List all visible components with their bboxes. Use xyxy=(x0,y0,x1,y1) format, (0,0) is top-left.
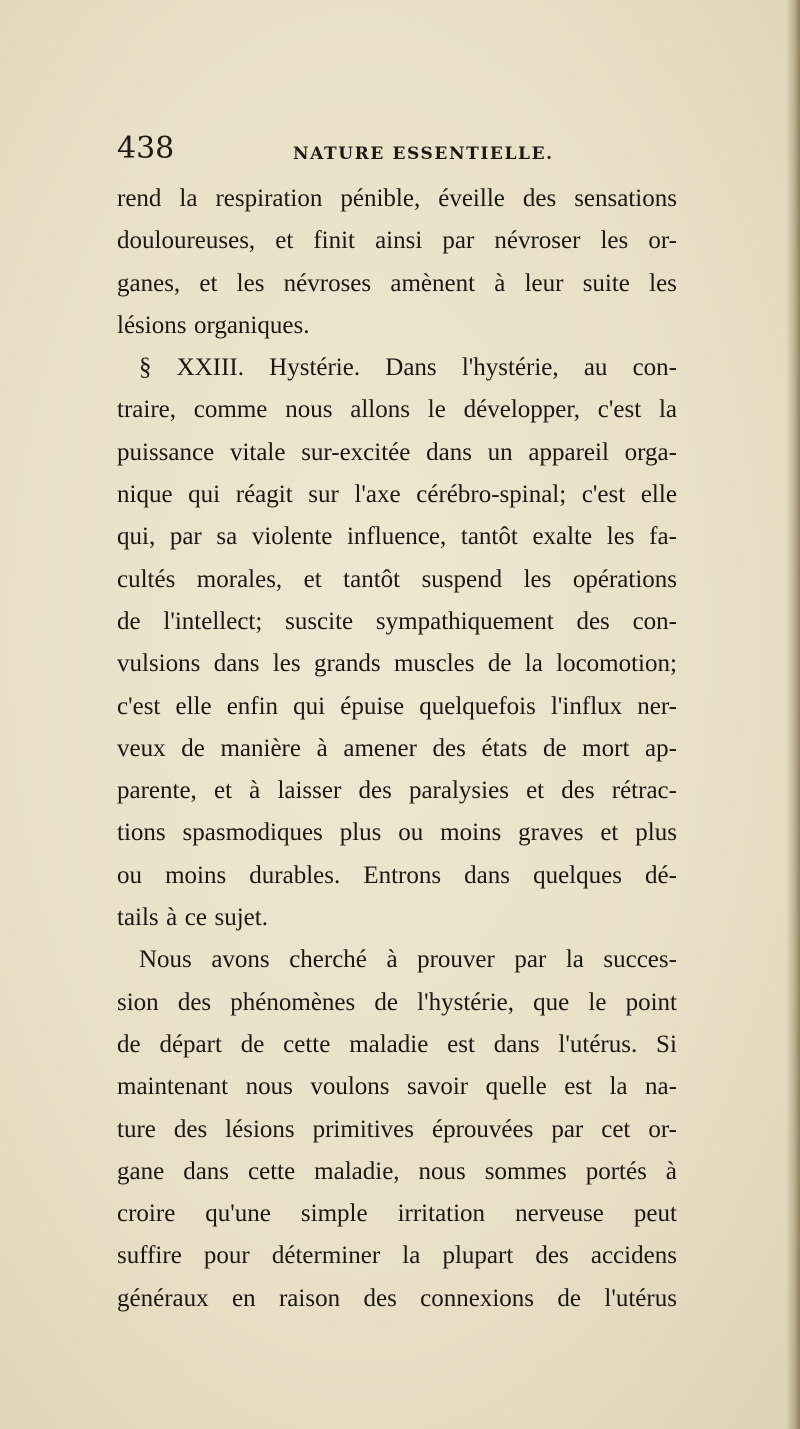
word: orga- xyxy=(624,438,677,466)
word: de xyxy=(240,1030,265,1058)
word: allons xyxy=(350,396,410,424)
word: sympathiquement xyxy=(375,607,554,635)
word: sur xyxy=(308,481,339,509)
word: épuise xyxy=(340,692,405,720)
word: quelquefois xyxy=(419,692,536,720)
word: qui xyxy=(188,481,221,509)
word: et xyxy=(526,777,545,805)
word: vitale xyxy=(229,438,286,466)
text-line xyxy=(117,643,677,685)
word: de xyxy=(557,1284,582,1312)
word: les xyxy=(606,523,635,551)
word: des xyxy=(522,185,557,212)
word: en xyxy=(232,1284,256,1312)
text-line xyxy=(117,939,677,981)
word: Nous xyxy=(139,946,192,974)
word: la xyxy=(402,1242,421,1270)
word: dans xyxy=(213,650,260,678)
word: nous xyxy=(418,1157,466,1185)
word: des xyxy=(535,1242,569,1270)
word: ou xyxy=(117,861,142,889)
word: sujet. xyxy=(214,904,268,932)
word: prouver xyxy=(417,946,495,974)
word: durables. xyxy=(249,861,341,889)
text-line xyxy=(117,263,677,305)
word: suite xyxy=(582,269,630,297)
word: manière xyxy=(220,734,301,762)
word: lésions xyxy=(225,1115,295,1143)
word: grands xyxy=(313,650,381,678)
word: veux xyxy=(117,734,166,762)
word: vulsions xyxy=(117,650,201,678)
word: par xyxy=(169,523,202,551)
word: la xyxy=(524,650,543,678)
word: de xyxy=(487,650,512,678)
word: la xyxy=(565,946,584,974)
word: irritation xyxy=(397,1200,486,1228)
word: névroser xyxy=(494,227,581,255)
word: lésions xyxy=(117,311,187,339)
word: gane xyxy=(117,1157,165,1185)
word: l'hystérie, xyxy=(417,988,514,1016)
word: quelques xyxy=(533,861,622,889)
word: suscite xyxy=(285,607,354,635)
word: opérations xyxy=(572,565,677,593)
word: sa xyxy=(216,523,238,551)
word: des xyxy=(363,1284,397,1312)
word: Entrons xyxy=(363,861,442,889)
word: dé- xyxy=(645,861,677,889)
word: mort xyxy=(582,734,630,762)
word: dans xyxy=(493,1030,540,1058)
word: la xyxy=(609,1073,628,1101)
word: croire xyxy=(117,1200,176,1228)
word: des xyxy=(358,777,392,805)
word: des xyxy=(173,1115,208,1143)
word: les xyxy=(600,227,629,255)
word: sion xyxy=(117,988,159,1016)
page-edge-shadow xyxy=(786,0,800,1429)
running-head xyxy=(117,133,677,173)
word: déterminer xyxy=(271,1242,381,1270)
body-text xyxy=(117,178,677,1320)
word: nerveuse xyxy=(515,1200,604,1228)
word: nous xyxy=(285,396,333,424)
word: ap- xyxy=(645,734,677,762)
word: par xyxy=(551,1115,584,1143)
word: elle xyxy=(640,481,677,509)
word: nous xyxy=(245,1073,293,1101)
word: simple xyxy=(300,1200,368,1228)
word: or- xyxy=(648,227,677,255)
word: la xyxy=(179,185,198,212)
word: est xyxy=(564,1073,592,1101)
word: point xyxy=(625,988,677,1016)
word: ner- xyxy=(637,692,677,720)
word: de xyxy=(117,607,141,635)
word: et xyxy=(275,227,294,255)
word: qui, xyxy=(117,523,156,551)
word: à xyxy=(316,734,328,762)
word: les xyxy=(272,650,301,678)
word: pénible, xyxy=(340,185,421,212)
text-line xyxy=(117,1151,677,1193)
text-line xyxy=(117,559,677,601)
word: laisser xyxy=(277,777,342,805)
word: Hystérie. xyxy=(269,354,361,382)
word: l'hystérie, xyxy=(461,354,559,382)
word: de xyxy=(374,988,399,1016)
word: c'est xyxy=(581,481,626,509)
word: et xyxy=(213,777,233,805)
word: cultés xyxy=(117,565,176,593)
page-number: 438 xyxy=(117,131,175,166)
word: maladie, xyxy=(314,1157,400,1185)
text-line xyxy=(117,686,677,728)
word: tantôt xyxy=(343,565,401,593)
word: leur xyxy=(524,269,564,297)
word: tails xyxy=(117,904,159,932)
word: sur-excitée xyxy=(301,438,411,466)
text-line xyxy=(117,220,677,262)
word: généraux xyxy=(117,1284,209,1312)
word: primitives xyxy=(312,1115,414,1143)
word: cérébro-spinal; xyxy=(416,481,567,509)
word: moins xyxy=(440,819,502,847)
word: influence, xyxy=(346,523,447,551)
word: tions xyxy=(117,819,166,847)
text-line xyxy=(117,1066,677,1108)
word: portés xyxy=(585,1157,647,1185)
word: par xyxy=(514,946,547,974)
word: enfin xyxy=(226,692,279,720)
text-line xyxy=(117,305,677,347)
word: la xyxy=(658,396,677,424)
word: elle xyxy=(175,692,212,720)
word: des xyxy=(576,607,610,635)
word: respiration xyxy=(215,185,323,212)
word: Si xyxy=(656,1030,677,1058)
word: paralysies xyxy=(408,777,509,805)
word: des xyxy=(177,988,212,1016)
text-line xyxy=(117,389,677,431)
word: plupart xyxy=(442,1242,514,1270)
word: XXIII. xyxy=(176,354,244,382)
word: et xyxy=(199,269,218,297)
word: les xyxy=(236,269,265,297)
word: § xyxy=(139,354,152,382)
text-line xyxy=(117,897,677,939)
text-line xyxy=(117,728,677,770)
word: amener xyxy=(343,734,417,762)
word: douloureuses, xyxy=(117,227,256,255)
word: rétrac- xyxy=(611,777,677,805)
word: rend xyxy=(117,185,162,212)
word: de xyxy=(542,734,567,762)
word: amènent xyxy=(390,269,476,297)
word: qu'une xyxy=(205,1200,271,1228)
word: peut xyxy=(633,1200,677,1228)
word: sommes xyxy=(484,1157,567,1185)
text-line xyxy=(117,1024,677,1066)
word: de xyxy=(181,734,205,762)
word: moins xyxy=(165,861,227,889)
word: succes- xyxy=(603,946,677,974)
word: de xyxy=(117,1030,141,1058)
word: appareil xyxy=(528,438,609,466)
word: des xyxy=(561,777,595,805)
word: Dans xyxy=(385,354,437,382)
word: éveille xyxy=(438,185,505,212)
word: con- xyxy=(632,607,677,635)
word: raison xyxy=(278,1284,341,1312)
word: à xyxy=(166,904,178,932)
word: dans xyxy=(464,861,510,889)
word: réagit xyxy=(235,481,293,509)
text-line xyxy=(117,347,677,389)
word: cet xyxy=(601,1115,631,1143)
text-line xyxy=(117,1278,677,1320)
word: à xyxy=(494,269,506,297)
word: connexions xyxy=(420,1284,535,1312)
word: violente xyxy=(251,523,333,551)
text-line xyxy=(117,1193,677,1235)
word: tantôt xyxy=(460,523,518,551)
text-line xyxy=(117,770,677,812)
text-line xyxy=(117,1109,677,1151)
word: est xyxy=(447,1030,475,1058)
word: et xyxy=(303,565,322,593)
word: cette xyxy=(283,1030,331,1058)
word: pour xyxy=(203,1242,250,1270)
word: voulons xyxy=(310,1073,390,1101)
word: et xyxy=(600,819,619,847)
word: les xyxy=(523,565,552,593)
word: ce xyxy=(184,904,207,932)
word: par xyxy=(442,227,475,255)
text-line xyxy=(117,812,677,854)
word: à xyxy=(386,946,398,974)
word: comme xyxy=(193,396,268,424)
word: développer, xyxy=(463,396,580,424)
word: à xyxy=(249,777,261,805)
word: ou xyxy=(398,819,424,847)
word: cherché xyxy=(289,946,367,974)
word: au xyxy=(583,354,608,382)
word: c'est xyxy=(117,692,161,720)
text-line xyxy=(117,474,677,516)
word: avons xyxy=(211,946,270,974)
word: morales, xyxy=(196,565,283,593)
word: con- xyxy=(632,354,677,382)
word: ture xyxy=(117,1115,156,1143)
word: suspend xyxy=(421,565,503,593)
word: le xyxy=(588,988,607,1016)
word: que xyxy=(533,988,570,1016)
word: des xyxy=(432,734,466,762)
word: l'utérus xyxy=(604,1284,677,1312)
text-line xyxy=(117,601,677,643)
word: c'est xyxy=(597,396,642,424)
word: sensations xyxy=(574,185,677,212)
word: dans xyxy=(183,1157,230,1185)
word: savoir xyxy=(407,1073,469,1101)
text-line xyxy=(117,178,677,220)
word: graves xyxy=(518,819,584,847)
word: départ xyxy=(159,1030,222,1058)
word: suffire xyxy=(117,1242,182,1270)
word: qui xyxy=(293,692,326,720)
word: exalte xyxy=(532,523,593,551)
word: l'influx xyxy=(550,692,623,720)
word: muscles xyxy=(393,650,475,678)
text-line xyxy=(117,982,677,1024)
word: névroses xyxy=(283,269,372,297)
word: les xyxy=(649,269,677,297)
word: parente, xyxy=(117,777,197,805)
word: un xyxy=(487,438,513,466)
word: organiques. xyxy=(193,311,310,339)
text-line xyxy=(117,516,677,558)
word: maintenant xyxy=(117,1073,229,1101)
word: ganes, xyxy=(117,269,181,297)
text-line xyxy=(117,1235,677,1277)
word: nique xyxy=(117,481,173,509)
word: na- xyxy=(645,1073,677,1101)
word: l'axe xyxy=(354,481,401,509)
word: l'intellect; xyxy=(163,607,263,635)
word: locomotion; xyxy=(556,650,677,678)
word: or- xyxy=(648,1115,677,1143)
text-line xyxy=(117,855,677,897)
word: états xyxy=(481,734,528,762)
word: finit xyxy=(313,227,356,255)
word: à xyxy=(665,1157,677,1185)
word: quelle xyxy=(485,1073,547,1101)
word: dans xyxy=(426,438,472,466)
word: éprouvées xyxy=(431,1115,534,1143)
word: puissance xyxy=(117,438,215,466)
word: cette xyxy=(248,1157,296,1185)
word: ainsi xyxy=(375,227,423,255)
running-title: NATURE ESSENTIELLE. xyxy=(293,144,554,164)
word: fa- xyxy=(649,523,677,551)
word: plus xyxy=(635,819,677,847)
word: phénomènes xyxy=(230,988,356,1016)
word: le xyxy=(427,396,446,424)
word: spasmodiques xyxy=(182,819,323,847)
word: maladie xyxy=(349,1030,429,1058)
word: traire, xyxy=(117,396,176,424)
text-line xyxy=(117,432,677,474)
word: l'utérus. xyxy=(558,1030,638,1058)
word: plus xyxy=(339,819,382,847)
word: accidens xyxy=(590,1242,677,1270)
